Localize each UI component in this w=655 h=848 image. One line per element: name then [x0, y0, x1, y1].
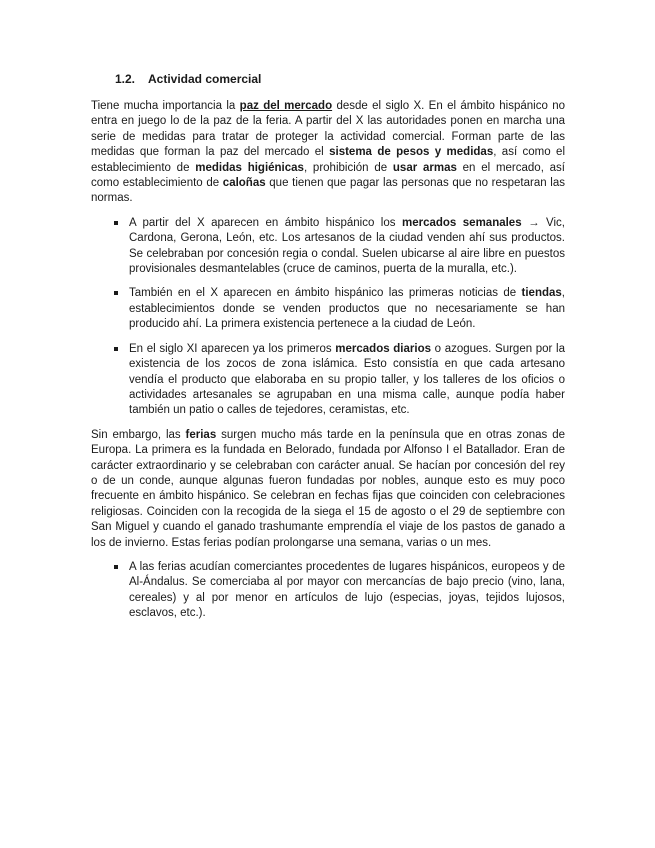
list-item — [91, 342, 565, 419]
bold-term: sistema de pesos y medidas — [329, 146, 494, 159]
bold-term: medidas higiénicas — [195, 161, 304, 174]
section-heading — [115, 72, 565, 86]
bullet-square-icon — [114, 291, 118, 295]
text-run: A partir del X aparecen en ámbito hispánico los — [129, 216, 402, 229]
text-run: , prohibición de — [303, 161, 393, 174]
text-run: en el mercado, así como establecimiento de — [91, 161, 566, 190]
text-run: , establecimientos donde se venden productos que no necesariamente se han producido ahí. La primera existencia pertenece a la ciudad de León. — [129, 287, 565, 331]
text-run: → Vic, Cardona, Gerona, León, etc. Los artesanos de la ciudad venden ahí sus productos. Se celebraban por concesión regia o condal. Suelen ubicarse al aire libre en puestos provisionales desmantelables (cruce de caminos, puerta de la muralla, etc.). — [129, 216, 565, 276]
text-run: A las ferias acudían comerciantes procedentes de lugares hispánicos, europeos y de Al-Ándalus. Se comerciaba al por mayor con mercancías de bajo precio (vino, lana, cereales) y al por menor en artículos de lujo (especias, joyas, tejidos lujosos, esclavos, etc.). — [129, 560, 565, 620]
text-run: En el siglo XI aparecen ya los primeros — [129, 342, 336, 355]
underlined-term: paz del mercado — [239, 100, 333, 112]
bold-term: usar armas — [392, 161, 457, 174]
list-item — [91, 560, 565, 622]
bullet-list-ferias — [91, 560, 565, 622]
bold-term: ferias — [185, 428, 217, 441]
text-run: desde el siglo X. En el ámbito hispánico no entra en juego lo de la paz de la feria. A partir del X las autoridades ponen en marcha una serie de medidas para tratar de proteger la actividad comercial. Forman parte de las medidas que forman la paz del mercado el — [91, 100, 565, 159]
section-title: Actividad comercial — [148, 72, 262, 86]
text-run: Sin embargo, las — [91, 428, 186, 441]
text-run: También en el X aparecen en ámbito hispánico las primeras noticias de — [129, 287, 522, 300]
text-run: , así como el establecimiento de — [91, 146, 565, 174]
bullet-square-icon — [114, 347, 118, 351]
paragraph-ferias — [91, 428, 565, 551]
bold-term: mercados semanales — [401, 216, 522, 229]
text-run: o azogues. Surgen por la existencia de los zocos de zona islámica. Esto consistía en que cada artesano vendía el producto que elaboraba en su propio taller, y los talleres de los oficios o actividades artesanales se agrupaban en una misma calle, aunque podía haber también un patio o calles de tejedores, ceramistas, etc. — [129, 342, 565, 417]
bold-term: mercados diarios — [335, 342, 431, 355]
bold-term: caloñas — [222, 177, 266, 190]
text-run: surgen mucho más tarde en la península que en otras zonas de Europa. La primera es la fundada en Belorado, fundada por Alfonso I el Batallador. Eran de carácter extraordinario y se celebraban con carácter anual. Se hacían por concesión del rey o de un conde, aunque algunas fueron fundadas por nobles, aunque esto es muy poco frecuente en ámbito hispánico. Se celebran en fechas fijas que coinciden con celebraciones religiosas. Coinciden con la recogida de la siega el 15 de agosto o el 29 de septiembre con San Miguel y cuando el ganado trashumante emprendía el viaje de los pastos de ganado a los de invierno. Estas ferias podían prolongarse una semana, varias o un mes. — [91, 428, 565, 549]
bold-term: tiendas — [521, 287, 562, 300]
bullet-list-mercados — [91, 216, 565, 419]
text-run: que tienen que pagar las personas que no respetaran las normas. — [91, 177, 565, 205]
section-number: 1.2. — [115, 72, 136, 86]
list-item — [91, 286, 565, 332]
list-item — [91, 216, 565, 278]
paragraph-paz-del-mercado — [91, 99, 565, 207]
document-page — [91, 72, 565, 631]
bullet-square-icon — [114, 565, 118, 569]
bullet-square-icon — [114, 221, 118, 225]
text-run: Tiene mucha importancia la — [91, 100, 240, 112]
